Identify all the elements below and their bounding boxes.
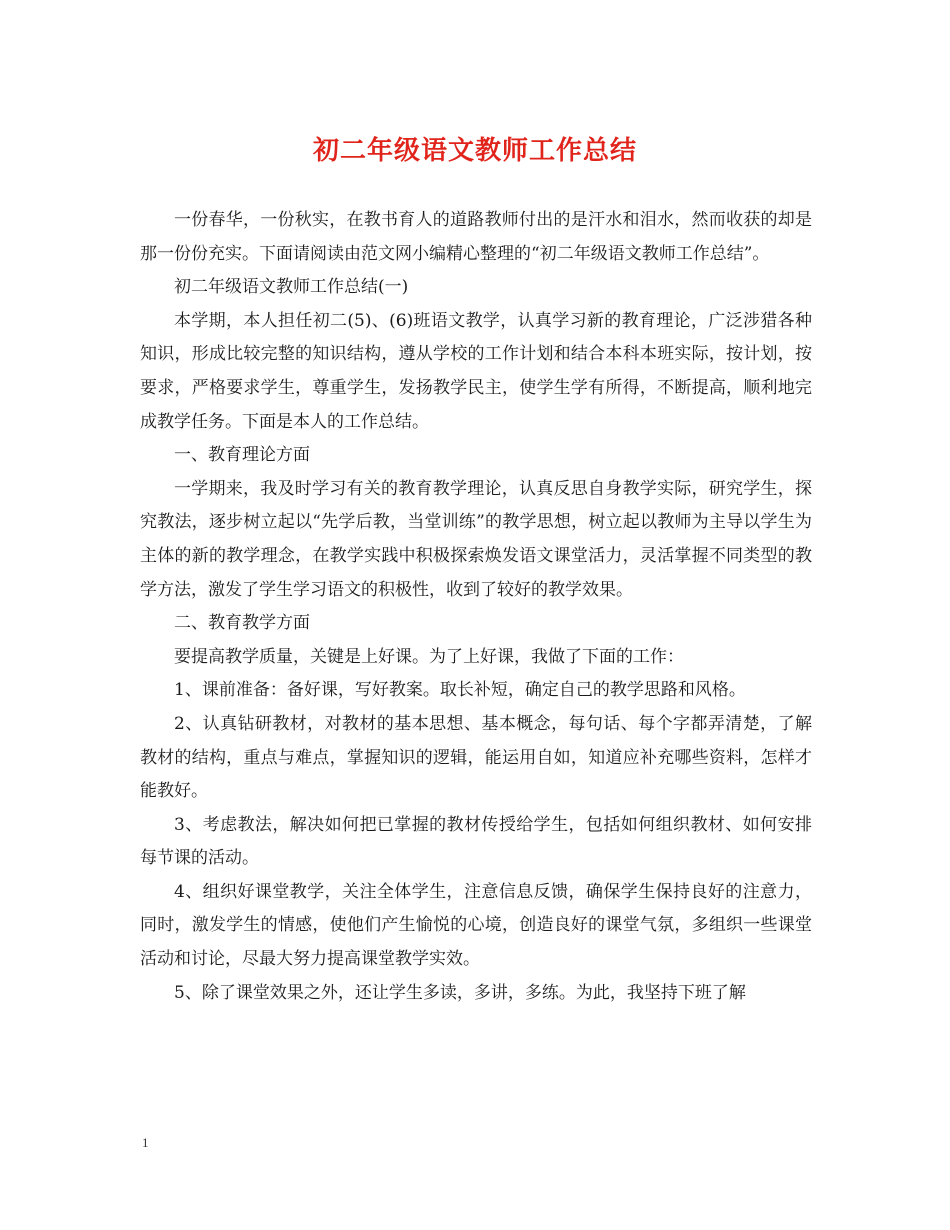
page-number: 1: [142, 1135, 149, 1150]
list-item-5: 5、除了课堂效果之外，还让学生多读，多讲，多练。为此，我坚持下班了解: [174, 982, 746, 1003]
section-heading-teaching: 二、教育教学方面: [174, 613, 310, 634]
paragraph-overview: 本学期，本人担任初二(5)、(6)班语文教学，认真学习新的教育理论，广泛涉猎各种知识，形成比较完整的知识结构，遵从学校的工作计划和结合本科本班实际，按计划，按要求，严格要求学生，尊重学生，发扬教学民主，使学生学有所得，不断提高，顺利地完成教学任务。下面是本人的工作总结。: [140, 310, 812, 432]
document-body: [140, 204, 812, 1010]
list-item-2: 2、认真钻研教材，对教材的基本思想、基本概念，每句话、每个字都弄清楚，了解教材的结构，重点与难点，掌握知识的逻辑，能运用自如，知道应补充哪些资料，怎样才能教好。: [140, 713, 812, 802]
list-item-1: 1、课前准备：备好课，写好教案。取长补短，确定自己的教学思路和风格。: [174, 680, 746, 701]
paragraph-theory: 一学期来，我及时学习有关的教育教学理论，认真反思自身教学实际，研究学生，探究教法，逐步树立起以“先学后教，当堂训练”的教学思想，树立起以教师为主导以学生为主体的新的教学理念，在教学实践中积极探索焕发语文课堂活力，灵活掌握不同类型的教学方法，激发了学生学习语文的积极性，收到了较好的教学效果。: [140, 478, 812, 600]
paragraph-teaching-intro: 要提高教学质量，关键是上好课。为了上好课，我做了下面的工作：: [174, 646, 684, 667]
list-item-3: 3、考虑教法，解决如何把已掌握的教材传授给学生，包括如何组织教材、如何安排每节课的活动。: [140, 814, 812, 869]
paragraph-intro: 一份春华，一份秋实，在教书育人的道路教师付出的是汗水和泪水，然而收获的却是那一份份充实。下面请阅读由范文网小编精心整理的“初二年级语文教师工作总结”。: [140, 210, 812, 264]
page-title: 初二年级语文教师工作总结: [312, 136, 637, 166]
section-heading-theory: 一、教育理论方面: [174, 445, 310, 466]
list-item-4: 4、组织好课堂教学，关注全体学生，注意信息反馈，确保学生保持良好的注意力，同时，激发学生的情感，使他们产生愉悦的心境，创造良好的课堂气氛，多组织一些课堂活动和讨论，尽最大努力提高课堂教学实效。: [140, 881, 812, 970]
section-heading-summary-one: 初二年级语文教师工作总结(一): [174, 277, 409, 298]
